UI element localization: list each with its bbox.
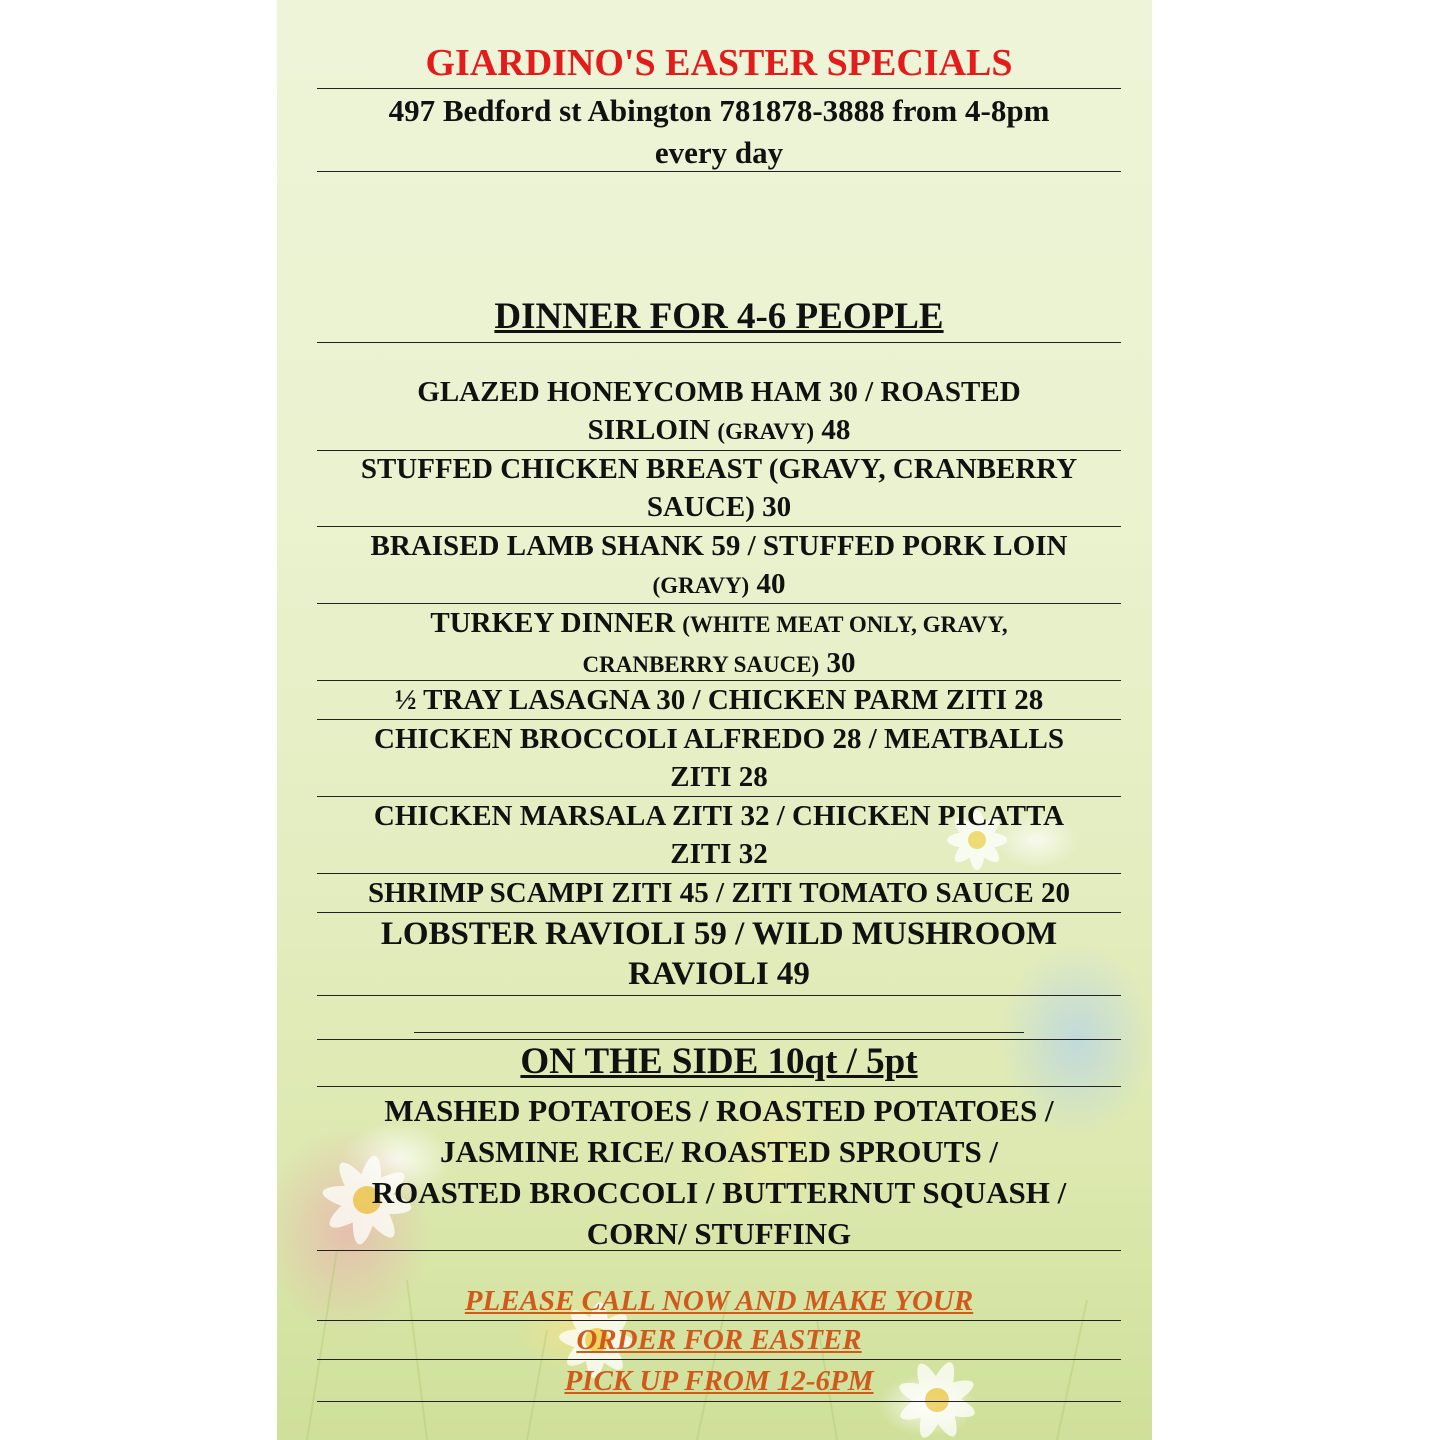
menu-item-line: SIRLOIN <box>587 414 718 446</box>
menu-item-price: 48 <box>814 414 851 446</box>
menu-item <box>317 720 1121 796</box>
menu-item-line: LOBSTER RAVIOLI 59 / WILD MUSHROOM <box>380 916 1058 952</box>
sides-line: MASHED POTATOES / ROASTED POTATOES / <box>384 1093 1054 1128</box>
divider <box>317 342 1121 343</box>
call-to-action-line: PLEASE CALL NOW AND MAKE YOUR <box>464 1285 974 1317</box>
menu-item-line: SAUCE) 30 <box>646 491 792 523</box>
menu-item-note: CRANBERRY SAUCE) <box>582 652 820 677</box>
menu-item-line: BRAISED LAMB SHANK 59 / STUFFED PORK LOIN <box>370 530 1068 562</box>
divider <box>317 912 1121 913</box>
divider <box>317 88 1121 89</box>
divider <box>414 1032 1024 1033</box>
sides-list <box>317 1090 1121 1254</box>
address-text: 497 Bedford st Abington 781878-3888 from 4-8pm <box>388 93 1050 128</box>
divider <box>317 171 1121 172</box>
menu-item-line: TURKEY DINNER <box>430 607 683 639</box>
dinner-heading: DINNER FOR 4-6 PEOPLE <box>494 296 944 337</box>
sides-heading: ON THE SIDE 10qt / 5pt <box>520 1041 918 1082</box>
divider <box>317 1359 1121 1360</box>
menu-item <box>317 797 1121 873</box>
menu-item-line: ½ TRAY LASAGNA 30 / CHICKEN PARM ZITI 28 <box>394 684 1044 716</box>
menu-item <box>317 527 1121 605</box>
menu-item-price: 30 <box>819 647 856 679</box>
menu-item <box>317 914 1121 994</box>
sides-line: JASMINE RICE/ ROASTED SPROUTS / <box>439 1134 999 1169</box>
divider <box>317 995 1121 996</box>
call-to-action-line: ORDER FOR EASTER <box>576 1324 862 1356</box>
menu-item-note: (GRAVY) <box>652 573 750 598</box>
menu-item-note: (GRAVY) <box>717 419 815 444</box>
menu-item-line: SHRIMP SCAMPI ZITI 45 / ZITI TOMATO SAUCE 20 <box>367 877 1071 909</box>
menu-item-line: ZITI 32 <box>670 838 768 870</box>
menu-item <box>317 373 1121 451</box>
sides-line: ROASTED BROCCOLI / BUTTERNUT SQUASH / <box>371 1175 1067 1210</box>
menu-item-line: RAVIOLI 49 <box>628 956 810 992</box>
hours-text: every day <box>654 135 784 170</box>
address-line <box>317 90 1121 174</box>
menu-item <box>317 450 1121 526</box>
divider <box>317 1250 1121 1251</box>
menu-item <box>317 681 1121 719</box>
menu-item <box>317 604 1121 684</box>
menu-item-line: ZITI 28 <box>670 761 768 793</box>
menu-item-line: STUFFED CHICKEN BREAST (GRAVY, CRANBERRY <box>360 453 1078 485</box>
menu-item-price: 40 <box>749 568 786 600</box>
divider <box>317 1086 1121 1087</box>
menu-item <box>317 874 1121 912</box>
divider <box>317 1401 1121 1402</box>
menu-item-note: (WHITE MEAT ONLY, GRAVY, <box>682 612 1008 637</box>
menu-poster <box>277 0 1152 1440</box>
menu-item-line: CHICKEN MARSALA ZITI 32 / CHICKEN PICATTA <box>373 800 1065 832</box>
page-title: GIARDINO'S EASTER SPECIALS <box>425 42 1013 84</box>
call-to-action-line: PICK UP FROM 12-6PM <box>564 1365 874 1397</box>
menu-item-line: GLAZED HONEYCOMB HAM 30 / ROASTED <box>417 376 1021 408</box>
sides-line: CORN/ STUFFING <box>586 1216 852 1251</box>
menu-item-line: CHICKEN BROCCOLI ALFREDO 28 / MEATBALLS <box>374 723 1064 755</box>
